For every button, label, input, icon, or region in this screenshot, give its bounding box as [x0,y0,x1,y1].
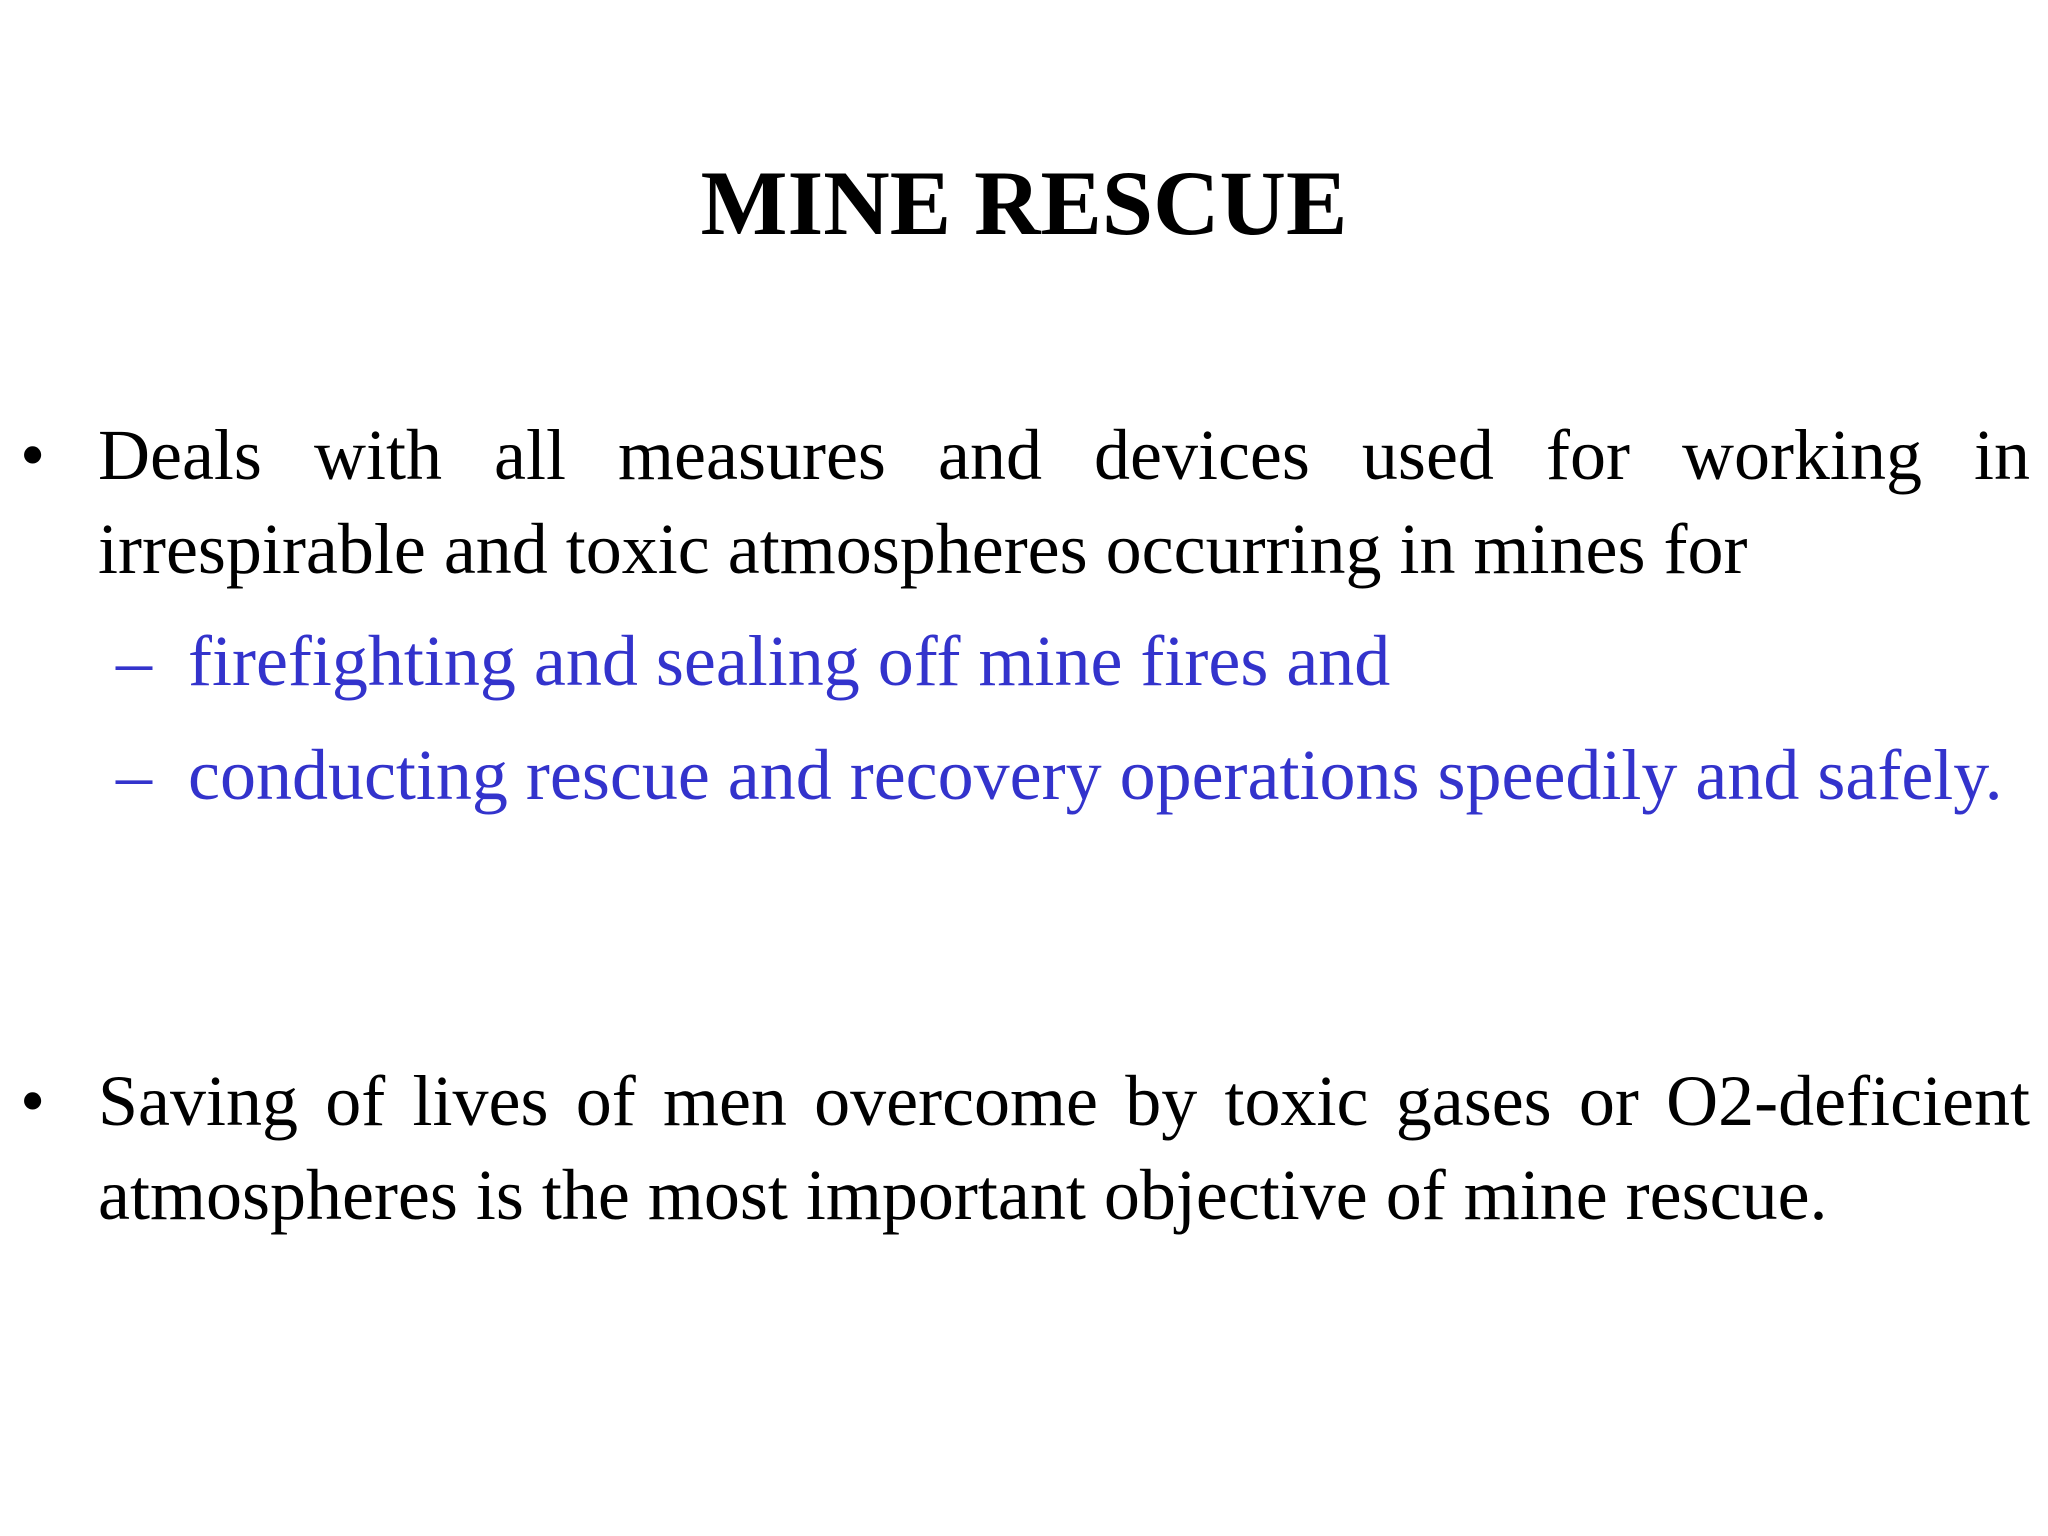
bullet-text: Deals with all measures and devices used for working in irrespirable and toxic atmospheres occurring in mines for [98,415,2030,589]
sub-item-2 [116,728,2030,822]
bullet-item-1 [20,408,2030,822]
bullet-item-2 [20,1054,2030,1242]
sub-item-text: firefighting and sealing off mine fires and [188,621,1391,701]
bullet-marker: • [20,415,46,495]
bullet-text: Saving of lives of men overcome by toxic gases or O2-deficient atmospheres is the most important objective of mine rescue. [98,1061,2030,1235]
sub-item-text: conducting rescue and recovery operations speedily and safely. [188,735,2003,815]
dash-marker: – [116,621,152,701]
slide-title: MINE RESCUE [700,152,1348,254]
dash-marker: – [116,735,152,815]
sub-item-1 [116,614,2030,708]
bullet-marker: • [20,1061,46,1141]
